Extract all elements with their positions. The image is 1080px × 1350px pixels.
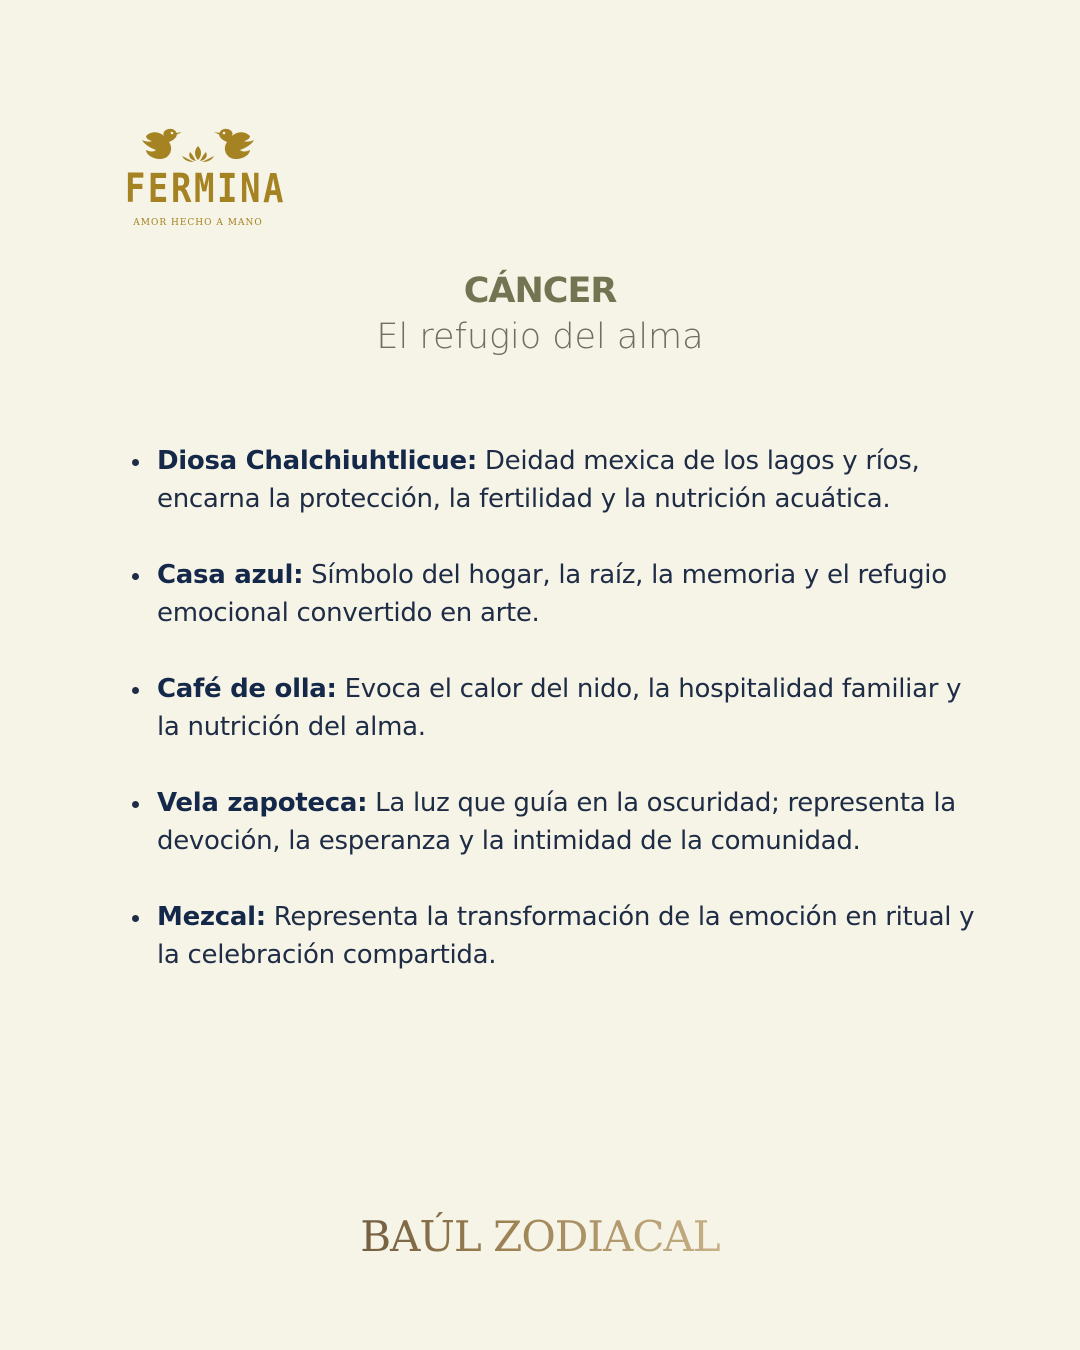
- item-description: Representa la transformación de la emoción en ritual y la celebración compartida.: [157, 902, 975, 970]
- page-subtitle: El refugio del alma: [376, 317, 704, 357]
- bullet-icon: [132, 915, 139, 922]
- item-term: Casa azul:: [157, 560, 304, 590]
- bullet-icon: [132, 573, 139, 580]
- list-item: [130, 898, 990, 974]
- brand-name: FERMINA: [124, 166, 287, 212]
- birds-emblem-icon: [138, 122, 258, 164]
- item-term: Mezcal:: [157, 902, 266, 932]
- list-item: [130, 670, 990, 746]
- page-title: CÁNCER: [463, 271, 617, 311]
- item-description: Símbolo del hogar, la raíz, la memoria y el refugio emocional convertido en arte.: [157, 560, 947, 628]
- item-description: La luz que guía en la oscuridad; representa la devoción, la esperanza y la intimidad de la comunidad.: [157, 788, 956, 856]
- list-item: [130, 784, 990, 860]
- symbol-list: [130, 442, 990, 1012]
- item-term: Diosa Chalchiuhtlicue:: [157, 446, 477, 476]
- brand-tagline: AMOR HECHO A MANO: [133, 218, 263, 228]
- bullet-icon: [132, 801, 139, 808]
- bullet-icon: [132, 687, 139, 694]
- list-item: [130, 442, 990, 518]
- item-description: Evoca el calor del nido, la hospitalidad familiar y la nutrición del alma.: [157, 674, 962, 742]
- brand-logo: [112, 122, 287, 228]
- bullet-icon: [132, 459, 139, 466]
- item-term: Café de olla:: [157, 674, 337, 704]
- item-term: Vela zapoteca:: [157, 788, 368, 818]
- page-header: [0, 268, 1080, 360]
- list-item: [130, 556, 990, 632]
- footer-title: BAÚL ZODIACAL: [345, 1212, 735, 1261]
- item-description: Deidad mexica de los lagos y ríos, encarna la protección, la fertilidad y la nutrición acuática.: [157, 446, 920, 514]
